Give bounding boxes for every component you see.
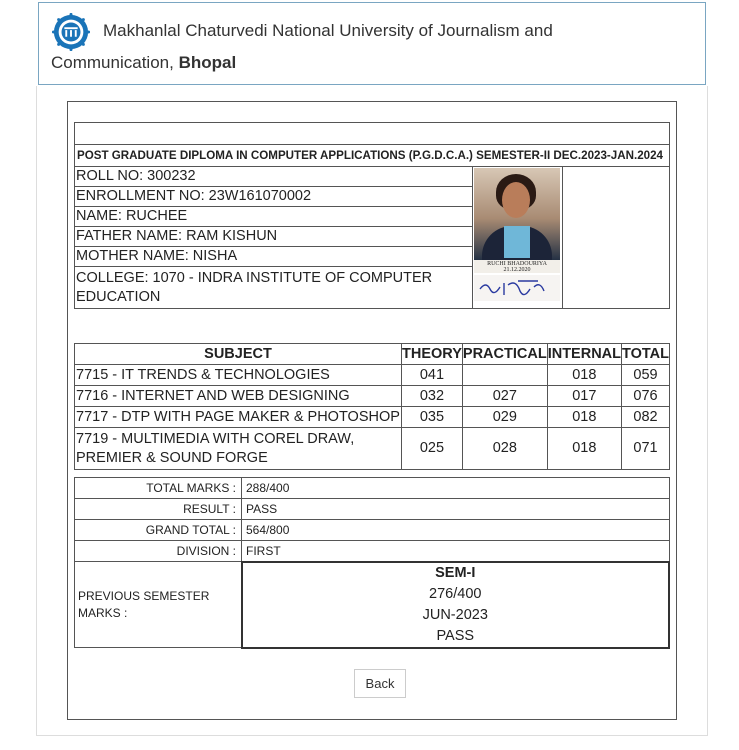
photo-side-blank bbox=[563, 167, 670, 309]
practical-cell: 027 bbox=[462, 386, 547, 407]
grand-total-value: 564/800 bbox=[242, 520, 670, 541]
table-row bbox=[75, 407, 670, 428]
subject-cell: 7716 - INTERNET AND WEB DESIGNING bbox=[75, 386, 402, 407]
university-city: Bhopal bbox=[178, 53, 237, 72]
division-label: DIVISION : bbox=[75, 541, 242, 562]
internal-cell: 017 bbox=[547, 386, 621, 407]
back-button[interactable]: Back bbox=[354, 669, 406, 698]
theory-cell: 025 bbox=[402, 428, 463, 470]
total-cell: 082 bbox=[622, 407, 670, 428]
course-title: POST GRADUATE DIPLOMA IN COMPUTER APPLICATIONS (P.G.D.C.A.) SEMESTER-II DEC.2023-JAN.2024 bbox=[75, 145, 670, 167]
internal-cell: 018 bbox=[547, 365, 621, 386]
result-label: RESULT : bbox=[75, 499, 242, 520]
table-row bbox=[75, 428, 670, 470]
col-internal: INTERNAL bbox=[547, 344, 621, 365]
marks-table bbox=[74, 343, 670, 470]
col-subject: SUBJECT bbox=[75, 344, 402, 365]
table-row bbox=[75, 386, 670, 407]
internal-cell: 018 bbox=[547, 407, 621, 428]
result-value: PASS bbox=[242, 499, 670, 520]
col-practical: PRACTICAL bbox=[462, 344, 547, 365]
photo-caption: RUCHI BHADOURIYA 21.12.2020 bbox=[474, 260, 560, 273]
subject-cell: 7719 - MULTIMEDIA WITH COREL DRAW, PREMIER & SOUND FORGE bbox=[75, 428, 402, 470]
practical-cell: 029 bbox=[462, 407, 547, 428]
grand-total-label: GRAND TOTAL : bbox=[75, 520, 242, 541]
previous-semester-label: PREVIOUS SEMESTER MARKS : bbox=[75, 562, 242, 648]
total-marks-label: TOTAL MARKS : bbox=[75, 478, 242, 499]
theory-cell: 035 bbox=[402, 407, 463, 428]
theory-cell: 041 bbox=[402, 365, 463, 386]
university-header bbox=[38, 2, 706, 85]
previous-semester-box bbox=[242, 562, 670, 648]
university-emblem-icon bbox=[52, 13, 90, 51]
student-photo bbox=[474, 168, 560, 260]
subject-cell: 7715 - IT TRENDS & TECHNOLOGIES bbox=[75, 365, 402, 386]
roll-number: ROLL NO: 300232 bbox=[75, 167, 473, 187]
division-value: FIRST bbox=[242, 541, 670, 562]
subject-cell: 7717 - DTP WITH PAGE MAKER & PHOTOSHOP bbox=[75, 407, 402, 428]
total-marks-value: 288/400 bbox=[242, 478, 670, 499]
practical-cell bbox=[462, 365, 547, 386]
previous-sem-session: JUN-2023 bbox=[422, 606, 488, 623]
university-name-line2 bbox=[51, 53, 236, 73]
college-name: COLLEGE: 1070 - INDRA INSTITUTE OF COMPUTER EDUCATION bbox=[75, 267, 473, 309]
university-name-prefix: Communication, bbox=[51, 53, 179, 72]
previous-sem-title: SEM-I bbox=[435, 564, 476, 581]
student-name: NAME: RUCHEE bbox=[75, 207, 473, 227]
blank-row bbox=[75, 123, 670, 145]
previous-sem-result: PASS bbox=[436, 627, 475, 644]
enrollment-number: ENROLLMENT NO: 23W161070002 bbox=[75, 187, 473, 207]
total-cell: 076 bbox=[622, 386, 670, 407]
student-signature bbox=[474, 275, 560, 301]
col-total: TOTAL bbox=[622, 344, 670, 365]
practical-cell: 028 bbox=[462, 428, 547, 470]
col-theory: THEORY bbox=[402, 344, 463, 365]
total-cell: 059 bbox=[622, 365, 670, 386]
photo-cell bbox=[473, 167, 563, 309]
internal-cell: 018 bbox=[547, 428, 621, 470]
student-info-table bbox=[74, 122, 670, 309]
table-row bbox=[75, 365, 670, 386]
total-cell: 071 bbox=[622, 428, 670, 470]
previous-sem-marks: 276/400 bbox=[429, 585, 482, 602]
father-name: FATHER NAME: RAM KISHUN bbox=[75, 227, 473, 247]
theory-cell: 032 bbox=[402, 386, 463, 407]
summary-table bbox=[74, 477, 670, 649]
university-name-line1: Makhanlal Chaturvedi National University of Journalism and bbox=[103, 21, 553, 40]
mother-name: MOTHER NAME: NISHA bbox=[75, 247, 473, 267]
